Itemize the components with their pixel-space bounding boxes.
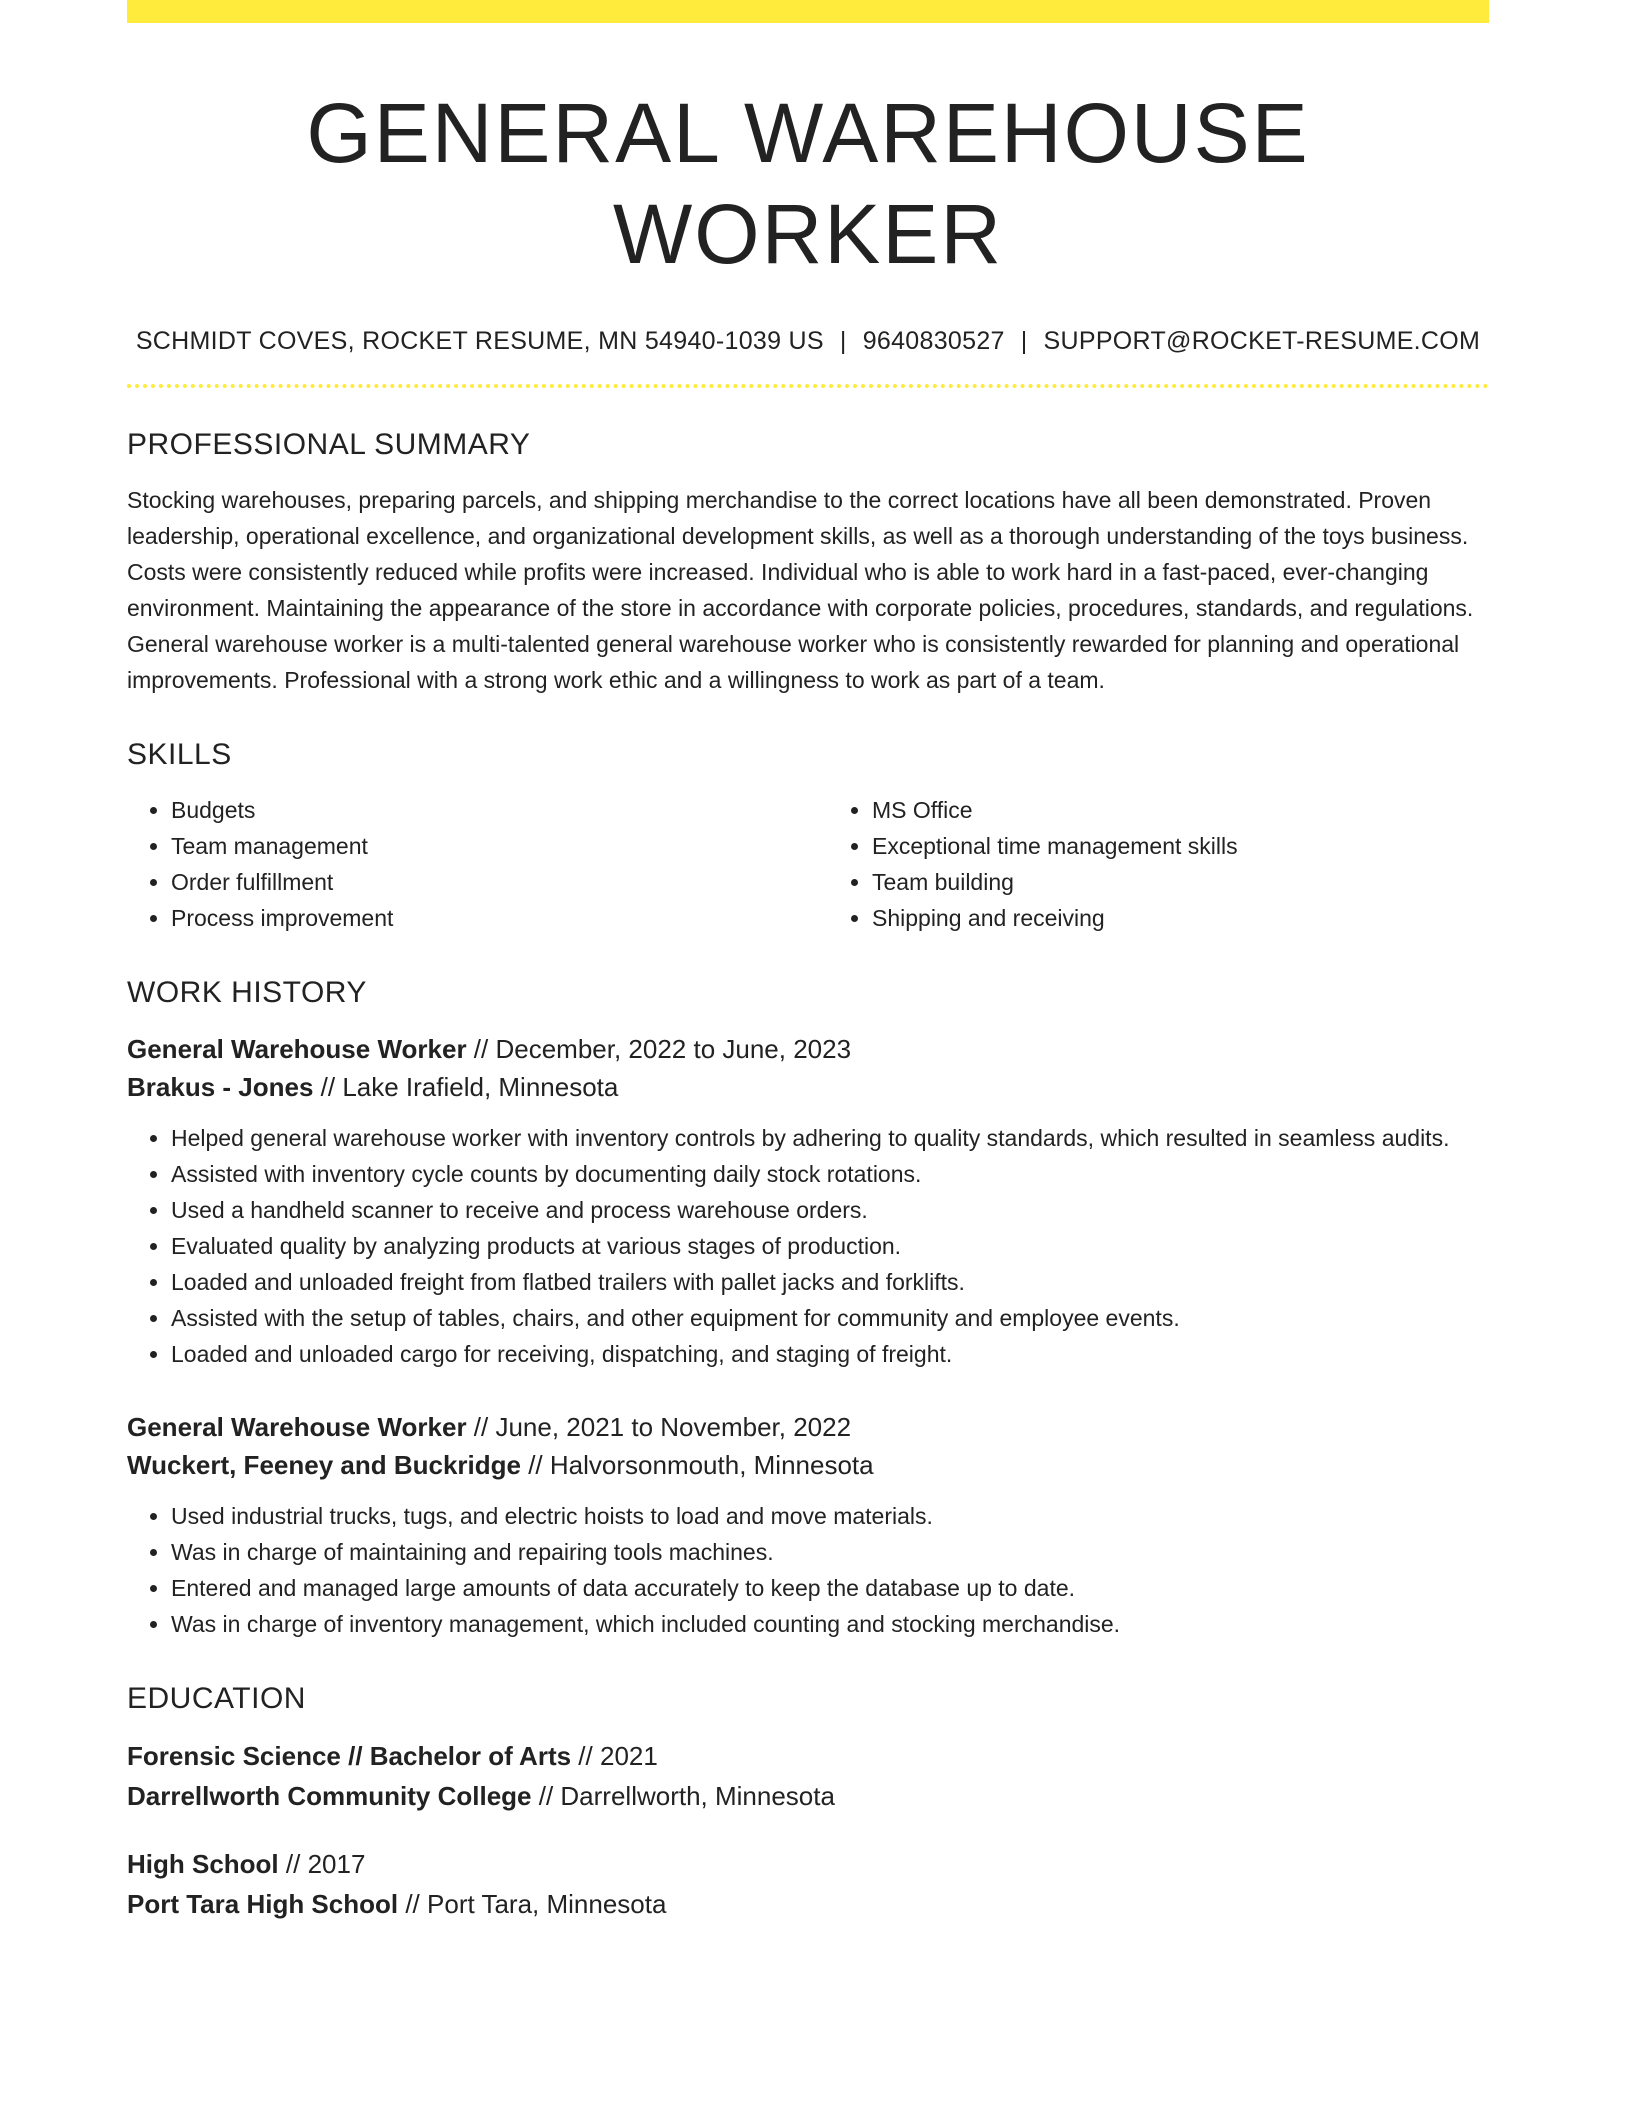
candidate-name: GENERAL WAREHOUSE WORKER bbox=[306, 86, 1310, 281]
job-duty: • Helped general warehouse worker with inventory controls by adhering to quality standards, which resulted in seamless audits. bbox=[171, 1120, 1489, 1156]
job-entry bbox=[127, 1030, 1489, 1372]
education-degree-line bbox=[127, 1844, 1489, 1884]
skill-item: • Team management bbox=[171, 828, 788, 864]
summary-heading: PROFESSIONAL SUMMARY bbox=[127, 427, 531, 461]
education-separator: // bbox=[571, 1740, 600, 1771]
education-heading: EDUCATION bbox=[127, 1681, 306, 1715]
job-location: Halvorsonmouth, Minnesota bbox=[549, 1449, 874, 1480]
skills-grid bbox=[127, 792, 1489, 936]
job-dates: June, 2021 to November, 2022 bbox=[495, 1411, 852, 1442]
job-separator: // bbox=[313, 1071, 343, 1102]
job-duty: • Was in charge of inventory management, which included counting and stocking merchandise. bbox=[171, 1606, 1489, 1642]
education-location: Darrellworth, Minnesota bbox=[560, 1780, 835, 1811]
education-degree: High School bbox=[127, 1848, 279, 1879]
contact-separator: | bbox=[1020, 326, 1028, 355]
job-duty: • Assisted with the setup of tables, chairs, and other equipment for community and employee events. bbox=[171, 1300, 1489, 1336]
education-entry bbox=[127, 1844, 1489, 1924]
job-role: General Warehouse Worker bbox=[127, 1411, 467, 1442]
education-school-line bbox=[127, 1884, 1489, 1924]
job-separator: // bbox=[466, 1033, 496, 1064]
job-role: General Warehouse Worker bbox=[127, 1033, 467, 1064]
skills-list-left bbox=[127, 792, 788, 936]
skill-item: • MS Office bbox=[872, 792, 1489, 828]
education-school: Darrellworth Community College bbox=[127, 1780, 532, 1811]
job-duties bbox=[127, 1498, 1489, 1642]
job-duty: • Used a handheld scanner to receive and process warehouse orders. bbox=[171, 1192, 1489, 1228]
job-company-line bbox=[127, 1068, 1489, 1106]
job-separator: // bbox=[466, 1411, 496, 1442]
job-title-line bbox=[127, 1030, 1489, 1068]
contact-line bbox=[127, 327, 1489, 356]
education-separator: // bbox=[398, 1888, 428, 1919]
education-school-line bbox=[127, 1776, 1489, 1816]
job-duty: • Assisted with inventory cycle counts by documenting daily stock rotations. bbox=[171, 1156, 1489, 1192]
education-school: Port Tara High School bbox=[127, 1888, 399, 1919]
job-duty: • Was in charge of maintaining and repairing tools machines. bbox=[171, 1534, 1489, 1570]
header-divider bbox=[127, 384, 1489, 388]
skills-heading: SKILLS bbox=[127, 737, 232, 771]
skills-list-right bbox=[828, 792, 1489, 936]
job-duty: • Used industrial trucks, tugs, and electric hoists to load and move materials. bbox=[171, 1498, 1489, 1534]
education-year: 2017 bbox=[307, 1848, 366, 1879]
skill-item: • Process improvement bbox=[171, 900, 788, 936]
contact-address: SCHMIDT COVES, ROCKET RESUME, MN 54940-1039 US bbox=[135, 326, 824, 355]
summary-text: Stocking warehouses, preparing parcels, and shipping merchandise to the correct locations have all been demonstrated. Proven leadership, operational excellence, and organizational development skills, as well as a thorough understanding of the toys business. Costs were consistently reduced while profits were increased. Individual who is able to work hard in a fast-paced, ever-changing environment. Maintaining the appearance of the store in accordance with corporate policies, procedures, standards, and regulations. General warehouse worker is a multi-talented general warehouse worker who is consistently rewarded for planning and operational improvements. Professional with a strong work ethic and a willingness to work as part of a team. bbox=[127, 486, 1474, 693]
contact-phone: 9640830527 bbox=[862, 326, 1005, 355]
education-degree: Forensic Science // Bachelor of Arts bbox=[127, 1740, 572, 1771]
job-separator: // bbox=[520, 1449, 550, 1480]
job-location: Lake Irafield, Minnesota bbox=[342, 1071, 619, 1102]
skill-item: • Shipping and receiving bbox=[872, 900, 1489, 936]
skill-item: • Team building bbox=[872, 864, 1489, 900]
contact-separator: | bbox=[839, 326, 847, 355]
contact-email[interactable]: SUPPORT@ROCKET-RESUME.COM bbox=[1043, 326, 1481, 355]
education-location: Port Tara, Minnesota bbox=[427, 1888, 667, 1919]
education-separator: // bbox=[278, 1848, 308, 1879]
work-history-heading: WORK HISTORY bbox=[127, 975, 367, 1009]
skill-item: • Exceptional time management skills bbox=[872, 828, 1489, 864]
job-duty: • Loaded and unloaded freight from flatbed trailers with pallet jacks and forklifts. bbox=[171, 1264, 1489, 1300]
job-company: Brakus - Jones bbox=[127, 1071, 314, 1102]
resume-page bbox=[127, 0, 1489, 1924]
job-duty: • Entered and managed large amounts of data accurately to keep the database up to date. bbox=[171, 1570, 1489, 1606]
job-duty: • Loaded and unloaded cargo for receiving, dispatching, and staging of freight. bbox=[171, 1336, 1489, 1372]
education-degree-line bbox=[127, 1736, 1489, 1776]
job-company-line bbox=[127, 1446, 1489, 1484]
job-duty: • Evaluated quality by analyzing products at various stages of production. bbox=[171, 1228, 1489, 1264]
skill-item: • Budgets bbox=[171, 792, 788, 828]
job-company: Wuckert, Feeney and Buckridge bbox=[127, 1449, 521, 1480]
top-accent-bar bbox=[127, 0, 1489, 23]
job-duties bbox=[127, 1120, 1489, 1372]
education-separator: // bbox=[531, 1780, 561, 1811]
job-dates: December, 2022 to June, 2023 bbox=[495, 1033, 852, 1064]
education-entry bbox=[127, 1736, 1489, 1816]
education-year: 2021 bbox=[599, 1740, 658, 1771]
job-title-line bbox=[127, 1408, 1489, 1446]
skill-item: • Order fulfillment bbox=[171, 864, 788, 900]
job-entry bbox=[127, 1408, 1489, 1642]
